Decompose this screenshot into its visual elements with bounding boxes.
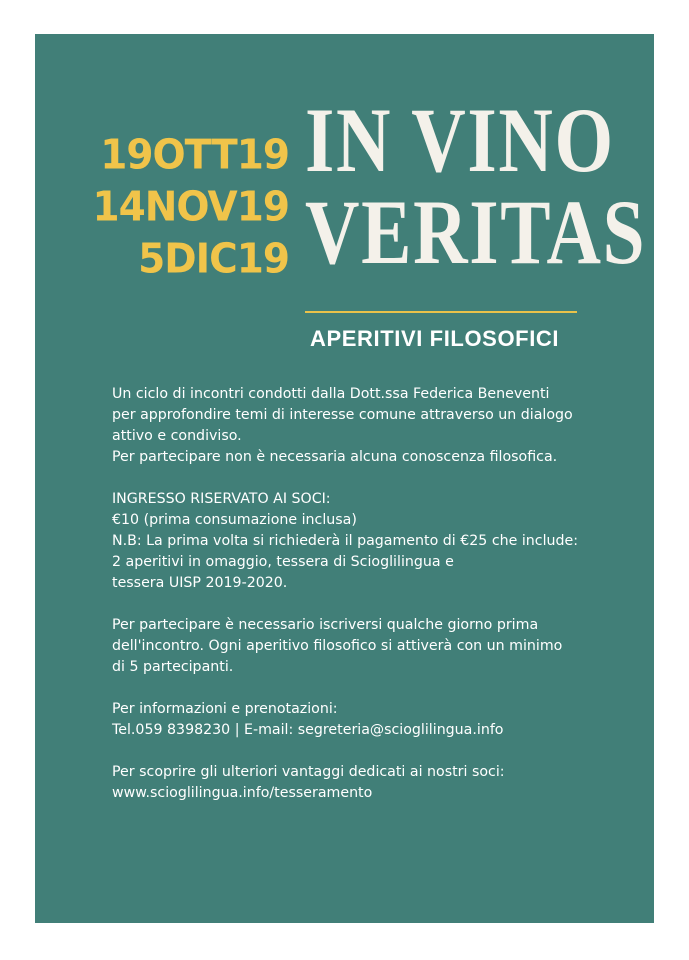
contatti-paragraph (112, 699, 632, 741)
date-1: 19OTT19 (100, 131, 289, 180)
ingresso-line: N.B: La prima volta si richiederà il pagamento di €25 che include: (112, 533, 579, 549)
date-2: 14NOV19 (92, 183, 289, 232)
poster-body (112, 384, 632, 825)
vantaggi-url: www.scioglilingua.info/tesseramento (112, 785, 373, 801)
intro-line: attivo e condiviso. (112, 428, 242, 444)
title-divider (305, 311, 577, 313)
poster-title (305, 89, 647, 283)
intro-line: Un ciclo di incontri condotti dalla Dott.ssa Federica Beneventi (112, 386, 550, 402)
iscrizione-line: Per partecipare è necessario iscriversi qualche giorno prima (112, 617, 539, 633)
date-3: 5DIC19 (138, 235, 289, 284)
ingresso-line: tessera UISP 2019-2020. (112, 575, 288, 591)
intro-line: Per partecipare non è necessaria alcuna conoscenza filosofica. (112, 449, 558, 465)
contatti-line: Tel.059 8398230 | E-mail: segreteria@scioglilingua.info (112, 722, 504, 738)
iscrizione-paragraph (112, 615, 632, 678)
ingresso-paragraph (112, 489, 632, 594)
contatti-heading: Per informazioni e prenotazioni: (112, 701, 338, 717)
intro-line: per approfondire temi di interesse comune attraverso un dialogo (112, 407, 573, 423)
intro-paragraph (112, 384, 632, 468)
event-dates (35, 130, 289, 286)
iscrizione-line: di 5 partecipanti. (112, 659, 234, 675)
vantaggi-heading: Per scoprire gli ulteriori vantaggi dedicati ai nostri soci: (112, 764, 505, 780)
ingresso-line: INGRESSO RISERVATO AI SOCI: (112, 491, 331, 507)
ingresso-line: 2 aperitivi in omaggio, tessera di Scioglilingua e (112, 554, 454, 570)
poster-subtitle: APERITIVI FILOSOFICI (310, 326, 560, 351)
poster (35, 34, 654, 923)
iscrizione-line: dell'incontro. Ogni aperitivo filosofico si attiverà con un minimo (112, 638, 563, 654)
ingresso-line: €10 (prima consumazione inclusa) (112, 512, 357, 528)
title-line-2: VERITAS (305, 181, 647, 283)
vantaggi-paragraph (112, 762, 632, 804)
title-line-1: IN VINO (305, 89, 615, 191)
